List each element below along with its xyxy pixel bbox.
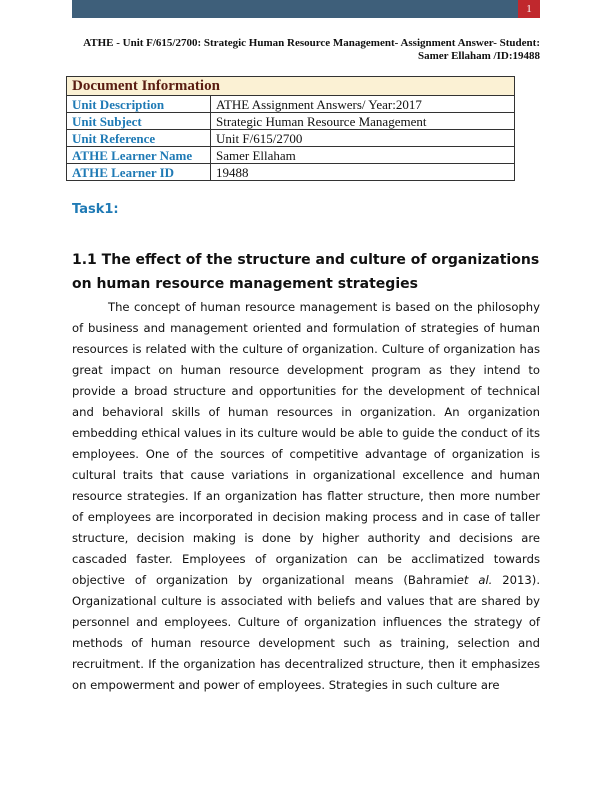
paragraph-text-part2: 2013). Organizational culture is associated with beliefs and values that are shared by personnel and employees. Culture of organization influences the strategy of methods of human resource development such as training, selection and recruitment. If the organization has decentralized structure, then it emphasizes on empowerment and power of employees. Strategies in such culture are	[72, 573, 541, 692]
body-paragraph	[72, 297, 540, 696]
header-color-bar	[72, 0, 518, 18]
table-row	[67, 96, 515, 113]
row-value: ATHE Assignment Answers/ Year:2017	[211, 96, 515, 113]
row-value: Strategic Human Resource Management	[211, 113, 515, 130]
table-row	[67, 164, 515, 181]
page-number: 1	[518, 0, 540, 18]
row-value: Samer Ellaham	[211, 147, 515, 164]
table-row	[67, 130, 515, 147]
task-label: Task1:	[72, 202, 119, 217]
row-label: ATHE Learner Name	[67, 147, 211, 164]
table-header-row	[67, 77, 515, 96]
table-title: Document Information	[67, 77, 515, 96]
section-heading: 1.1 The effect of the structure and culture of organizations on human resource management strategies	[72, 252, 540, 292]
row-label: ATHE Learner ID	[67, 164, 211, 181]
paragraph-text-part1: The concept of human resource management is based on the philosophy of business and management oriented and formulation of strategies of human resources is related with the culture of organization. Culture of organization has great impact on human resource development program as they intend to provide a broad structure and opportunities for the development of technical and behavioral skills of human resources in organization. An organization embedding ethical values in its culture would be able to guide the conduct of its employees. One of the sources of competitive advantage of organization is cultural traits that cause variations in organizational excellence and human resource strategies. If an organization has flatter structure, then more number of employees are incorporated in decision making process and in case of taller structure, decision making is done by higher authority and decisions are cascaded faster. Employees of organization can be acclimatized towards objective of organization by organizational means (Bahrami	[72, 300, 540, 587]
row-label: Unit Description	[67, 96, 211, 113]
row-label: Unit Reference	[67, 130, 211, 147]
table-row	[67, 113, 515, 130]
row-label: Unit Subject	[67, 113, 211, 130]
table-row	[67, 147, 515, 164]
row-value: 19488	[211, 164, 515, 181]
row-value: Unit F/615/2700	[211, 130, 515, 147]
running-header: ATHE - Unit F/615/2700: Strategic Human Resource Management- Assignment Answer- Student: Samer Ellaham /ID:19488	[83, 37, 540, 62]
document-information-table	[66, 76, 515, 181]
citation-italic: et al.	[456, 573, 493, 587]
